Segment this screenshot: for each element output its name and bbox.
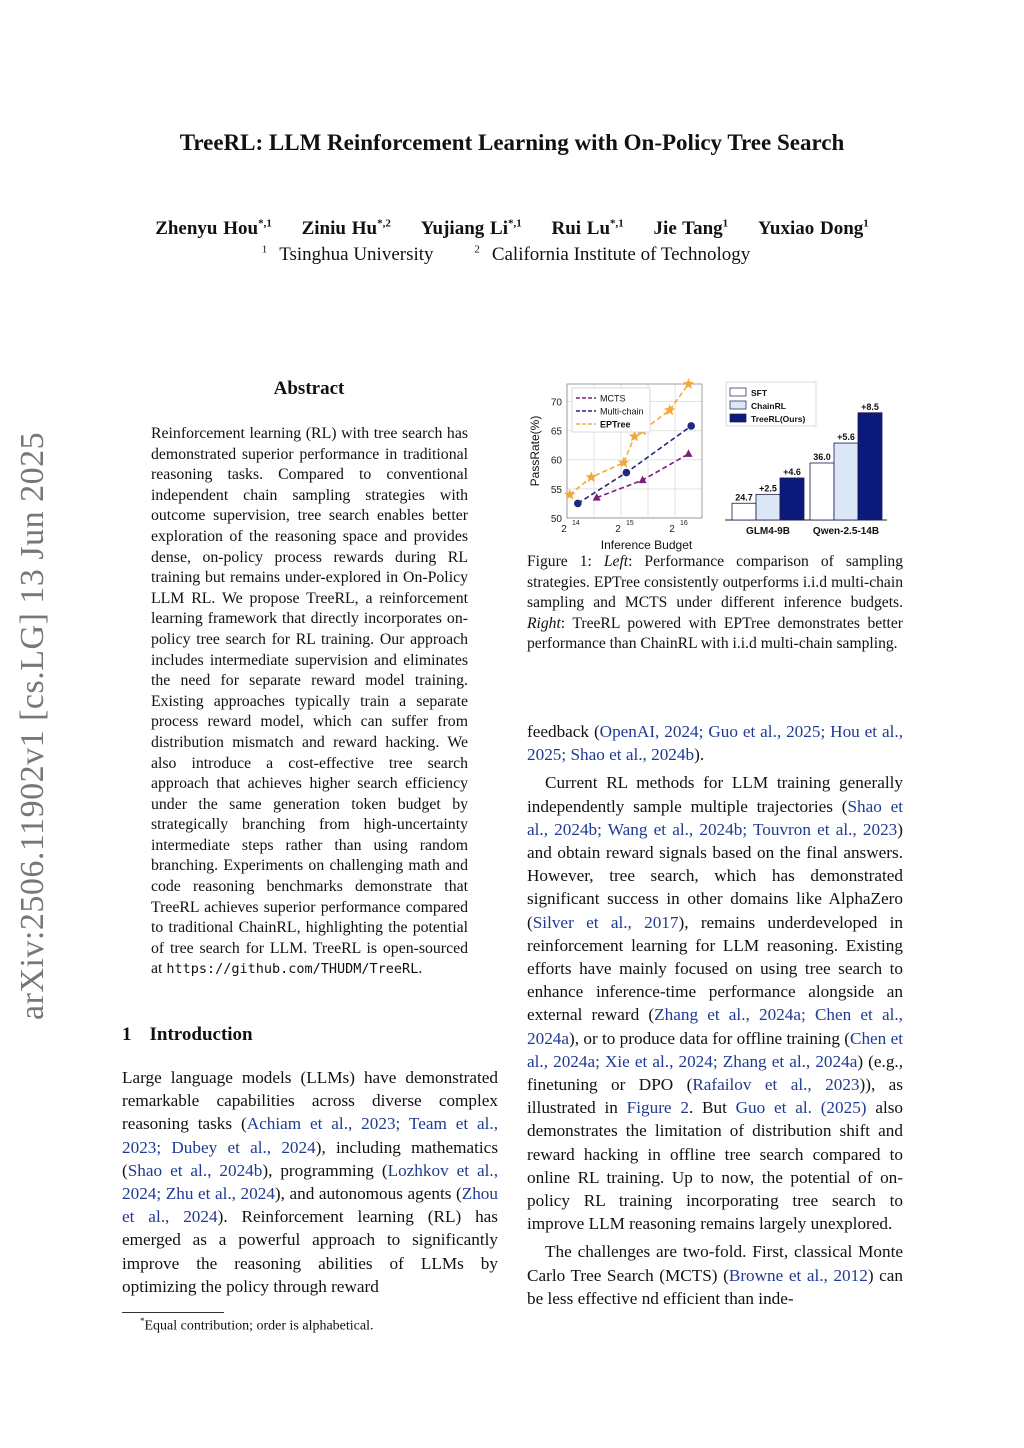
abstract-body: Reinforcement learning (RL) with tree search has demonstrated superior performance in traditional reasoning tasks. Compared to conventional independent chain sampling strategies with outcome supervision, tree search enables better exploration of the reasoning space and provides dense, on-policy process rewards during RL training but remains under-explored in On-Policy LLM RL. We propose TreeRL, a reinforcement learning framework that directly incorporates on-policy tree search for RL training. Our approach includes intermediate supervision and eliminates the need for separate reward model training. Existing approaches typically train a separate process reward model, which can suffer from distribution mismatch and reward hacking. We also introduce a cost-effective tree search approach that achieves higher search efficiency under the same generation token budget by strategically branching from high-uncertainty intermediate steps rather than using random branching. Experiments on challenging math and code reasoning benchmarks demonstrate that TreeRL achieves superior performance compared to traditional ChainRL, highlighting the potential of tree search for LLM. TreeRL is open-sourced at https://github.com/THUDM/TreeRL. [151,425,468,978]
citation-link[interactable]: Shao et al., 2024b; Wang et al., 2024b; Touvron et al., 2023 [527,796,903,839]
y-tick-label: 65 [550,426,562,438]
data-point [687,422,695,430]
legend-label: Multi-chain [600,406,644,417]
bar-chart [725,382,887,537]
category-label: GLM4-9B [746,526,790,537]
citation-link[interactable]: Browne et al., 2012 [728,1265,868,1285]
legend-label: TreeRL(Ours) [751,414,806,424]
legend-swatch [730,401,746,409]
legend-swatch [730,414,746,422]
citation-link[interactable]: Zhou et al., 2024 [122,1184,498,1227]
author-list [0,218,1024,240]
citation-link[interactable]: Lozhkov et al., 2024; Zhu et al., 2024 [122,1160,498,1204]
figure-reference-link[interactable]: Figure 2 [626,1098,689,1118]
legend-label: ChainRL [751,401,786,411]
bar [858,413,882,520]
citation-link[interactable]: Zhang et al., 2024a; Chen et al., 2024a [527,1005,903,1048]
citation-link[interactable]: OpenAI, 2024; Guo et al., 2025; Hou et al., 2025; Shao et al., 2024b [527,722,903,765]
category-label: Qwen-2.5-14B [812,526,880,537]
bar-value-label: +4.6 [783,466,801,477]
bar [756,494,780,520]
bar [810,463,834,520]
footnote: *Equal contribution; order is alphabetical. [140,1316,374,1334]
legend-label: EPTree [600,419,631,430]
figure-1 [527,378,907,553]
data-point [685,449,693,457]
x-axis-label: Inference Budget [600,538,693,552]
author: Zhenyu Hou$^{*,1}$ [155,218,272,240]
paragraph: Large language models (LLMs) have demonstrated remarkable capabilities across diverse complex reasoning tasks (Achiam et al., 2023; Team et al., 2023; Dubey et al., 2024), including mathematics (Shao et al., 2024b), programming (Lozhkov et al., 2024; Zhu et al., 2024), and autonomous agents (Zhou et al., 2024). Reinforcement learning (RL) has emerged as a powerful approach to significantly improve the reasoning abilities of LLMs by optimizing the policy through reward [122,1068,499,1296]
y-tick-label: 55 [550,484,562,496]
y-axis-label: PassRate(%) [528,415,542,487]
x-tick-exponent: 15 [626,520,634,527]
line-chart [528,378,702,552]
citation-link[interactable]: Silver et al., 2017 [532,912,679,932]
legend-label: MCTS [600,393,626,404]
author: Ziniu $Hu^{*,2}$ [301,218,391,240]
paragraph: The challenges are two-fold. First, classical Monte Carlo Tree Search (MCTS) (Browne et al., 2012) can be less effective nd efficient than inde- [527,1242,903,1308]
abstract-heading: Abstract [273,378,345,399]
legend-swatch [730,388,746,396]
citation-link[interactable]: Chen et al., 2024a; Xie et al., 2024; Zhang et al., 2024a [527,1028,904,1071]
data-point [683,378,694,389]
bar [834,443,858,520]
section-heading [122,1024,253,1046]
bar [780,478,804,520]
intro-column-right [527,720,903,1310]
x-tick-label: 2 [669,524,675,535]
citation-link[interactable]: Shao et al., 2024b [127,1160,263,1180]
paragraph: feedback (OpenAI, 2024; Guo et al., 2025; Hou et al., 2025; Shao et al., 2024b). [527,722,903,765]
data-point [623,469,631,477]
figure-caption: Figure 1: Left: Performance comparison of sampling strategies. EPTree consistently outperforms i.i.d multi-chain sampling and MCTS under different inference budgets. Right: TreeRL powered with EPTree demonstrates better performance than ChainRL with i.i.d multi-chain sampling. [527,553,903,653]
affiliation: $^2$ California Institute of Technology [474,244,751,266]
abstract-text: Reinforcement learning (RL) with tree search has demonstrated superior performance in traditional reasoning tasks. Compared to conventional independent chain sampling strategies with outcome supervision, tree search enables better exploration of the reasoning space and provides dense, on-policy process rewards during RL training but remains under-explored in On-Policy LLM RL. We propose TreeRL, a reinforcement learning framework that directly incorporates on-policy tree search for RL training. Our approach includes intermediate supervision and eliminates the need for separate reward model training. Existing approaches typically train a separate process reward model, which can suffer from distribution mismatch and reward hacking. We also introduce a cost-effective tree search approach that achieves higher search efficiency under the same generation token budget by strategically branching from high-uncertainty intermediate steps rather than using random branching. Experiments on challenging math and code reasoning benchmarks demonstrate that TreeRL achieves superior performance compared to traditional ChainRL, highlighting the potential of tree search for LLM. TreeRL is open-sourced at [151,425,468,978]
affiliation-list [0,244,1024,266]
bar-value-label: 36.0 [813,452,831,462]
data-point [564,489,575,500]
paragraph: Current RL methods for LLM training generally independently sample multiple trajectories (Shao et al., 2024b; Wang et al., 2024b; Touvron et al., 2023) and obtain reward signals based on the final answers. However, tree search, which has demonstrated significant success in other domains like AlphaZero (Silver et al., 2017), remains underdeveloped in reinforcement learning for LLM reasoning. Existing efforts have mainly focused on using tree search to enhance inference-time performance alongside an external reward (Zhang et al., 2024a; Chen et al., 2024a), or to produce data for offline training (Chen et al., 2024a; Xie et al., 2024; Zhang et al., 2024a) (e.g., finetuning or DPO (Rafailov et al., 2023)), as illustrated in Figure 2. But Guo et al. (2025) also demonstrates the limitation of distribution shift and reward hacking in offline tree search compared to online RL training. Up to now, the potential of on-policy RL training incorporating tree search to improve LLM reasoning remains largely unexplored. [527,773,904,1234]
y-tick-label: 50 [550,514,562,525]
citation-link[interactable]: Achiam et al., 2023; Team et al., 2023; Dubey et al., 2024 [122,1114,498,1157]
x-tick-label: 2 [561,524,567,535]
affiliation: $^1$ Tsinghua University [261,244,434,266]
y-tick-label: 60 [550,455,562,467]
author: Yujiang $Li^{*,1}$ [420,218,522,240]
intro-column-left [122,1066,498,1298]
bar-value-label: +2.5 [759,483,777,494]
footnote-rule [122,1312,224,1313]
section-title: Introduction [149,1024,253,1045]
citation-link[interactable]: Guo et al. (2025) [735,1098,867,1118]
author: Rui $Lu^{*,1}$ [551,218,624,240]
data-point [586,471,597,482]
bar [732,503,756,520]
repository-link[interactable]: https://github.com/THUDM/TreeRL [166,961,419,978]
bar-value-label: +8.5 [861,401,879,412]
x-tick-label: 2 [615,524,621,535]
data-point [574,500,582,508]
author: Jie Tang$^1$ [653,218,729,240]
author: Yuxiao Dong$^1$ [757,218,869,240]
bar-value-label: +5.6 [837,432,855,443]
arxiv-identifier: arXiv:2506.11902v1 [cs.LG] 13 Jun 2025 [14,431,51,1020]
data-point [618,457,629,468]
section-number: 1 [122,1024,132,1045]
x-tick-exponent: 14 [572,520,580,527]
paper-title: TreeRL: LLM Reinforcement Learning with On-Policy Tree Search [179,130,845,155]
bar-value-label: 24.7 [735,492,753,503]
x-tick-exponent: 16 [680,520,688,527]
y-tick-label: 70 [550,397,562,409]
citation-link[interactable]: Rafailov et al., 2023 [692,1075,860,1095]
legend-label: SFT [751,388,768,398]
